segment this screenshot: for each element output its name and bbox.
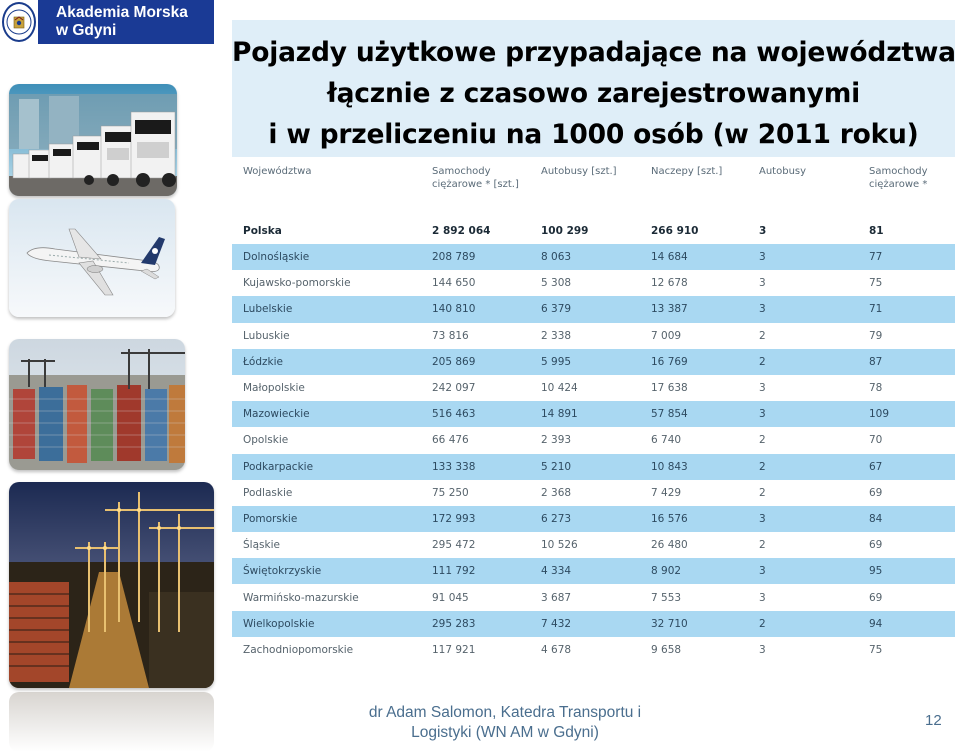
vehicles-table [232,160,955,680]
footer-line-1: dr Adam Salomon, Katedra Transportu i [368,704,642,721]
table-cell: Łódzkie [243,355,283,368]
table-cell: Pomorskie [243,512,298,525]
table-row [232,401,955,427]
table-cell: 7 432 [541,617,572,630]
table-cell: 84 [869,512,883,525]
table-cell: 95 [869,565,883,578]
table-cell: 2 338 [541,329,572,342]
table-cell: 2 [759,329,766,342]
total-row [232,218,955,244]
table-cell: 17 638 [651,382,688,395]
table-row [232,244,955,270]
footer-author [340,703,670,743]
table-cell: 69 [869,591,883,604]
table-row [232,427,955,453]
table-cell: 79 [869,329,883,342]
photo-reflection [9,692,214,752]
table-cell: 100 299 [541,225,589,237]
table-row [232,611,955,637]
table-cell: 66 476 [432,434,469,447]
table-row [232,323,955,349]
container-terminal-photo [9,339,185,470]
table-cell: 266 910 [651,225,699,237]
table-row [232,506,955,532]
logo-line-1: Akademia Morska [56,4,188,21]
table-cell: 69 [869,539,883,552]
table-row [232,375,955,401]
trucks-photo [9,84,177,196]
table-row [232,584,955,610]
table-cell: 10 843 [651,460,688,473]
table-cell: 2 393 [541,434,572,447]
table-cell: Mazowieckie [243,408,310,421]
table-cell: 81 [869,225,884,237]
table-cell: 14 684 [651,251,688,264]
table-cell: 295 283 [432,617,476,630]
table-cell: 5 210 [541,460,572,473]
table-cell: 6 273 [541,512,572,525]
table-cell: 87 [869,355,883,368]
table-cell: 26 480 [651,539,688,552]
table-cell: 10 526 [541,539,578,552]
footer-line-2: Logistyki (WN AM w Gdyni) [411,724,599,741]
table-cell: 12 678 [651,277,688,290]
table-cell: 16 769 [651,355,688,368]
table-cell: 295 472 [432,539,476,552]
table-cell: 77 [869,251,883,264]
table-cell: 3 [759,591,766,604]
table-cell: 140 810 [432,303,476,316]
university-seal-icon [2,2,36,42]
table-cell: Lubelskie [243,303,293,316]
table-cell: 75 [869,277,883,290]
table-cell: 2 368 [541,486,572,499]
port-night-photo [9,482,214,688]
table-cell: 94 [869,617,883,630]
table-cell: 3 [759,643,766,656]
table-cell: Małopolskie [243,382,305,395]
university-logo [0,0,214,44]
table-cell: 67 [869,460,883,473]
table-cell: 7 553 [651,591,682,604]
table-cell: 172 993 [432,512,476,525]
table-cell: 8 902 [651,565,682,578]
table-cell: 3 [759,382,766,395]
table-cell: Podlaskie [243,486,293,499]
table-cell: 3 [759,225,767,237]
table-cell: 3 [759,512,766,525]
table-cell: 2 [759,460,766,473]
table-cell: 3 [759,565,766,578]
table-row [232,637,955,663]
table-row [232,480,955,506]
title-line-2: łącznie z czasowo zarejestrowanymi [326,78,861,109]
table-cell: 57 854 [651,408,688,421]
logo-text [38,0,214,44]
table-cell: 3 [759,277,766,290]
table-cell: 5 308 [541,277,572,290]
table-cell: 208 789 [432,251,476,264]
table-cell: 70 [869,434,883,447]
table-cell: 6 379 [541,303,572,316]
header-wojewodztwa: Województwa [243,166,312,177]
table-cell: 2 [759,434,766,447]
table-row [232,349,955,375]
table-cell: 5 995 [541,355,572,368]
table-cell: 13 387 [651,303,688,316]
table-cell: 3 687 [541,591,572,604]
table-cell: 75 [869,643,883,656]
table-cell: 91 045 [432,591,469,604]
table-cell: 9 658 [651,643,682,656]
table-cell: 71 [869,303,883,316]
table-cell: 3 [759,303,766,316]
table-cell: 242 097 [432,382,476,395]
table-cell: 10 424 [541,382,578,395]
table-cell: Podkarpackie [243,460,314,473]
slide-title [232,20,955,157]
table-cell: 3 [759,408,766,421]
table-cell: 4 678 [541,643,572,656]
page-number: 12 [925,712,942,729]
table-cell: Zachodniopomorskie [243,643,354,656]
table-cell: 16 576 [651,512,688,525]
table-cell: 111 792 [432,565,476,578]
table-cell: 7 429 [651,486,682,499]
table-header-row [232,160,955,218]
table-cell: 117 921 [432,643,476,656]
table-cell: 69 [869,486,883,499]
table-cell: 32 710 [651,617,688,630]
table-cell: 6 740 [651,434,682,447]
header-autobusy-szt: Autobusy [szt.] [541,166,617,177]
table-cell: Śląskie [243,539,280,552]
table-cell: Opolskie [243,434,289,447]
table-cell: 8 063 [541,251,572,264]
table-cell: 2 892 064 [432,225,491,237]
table-row [232,454,955,480]
table-cell: Wielkopolskie [243,617,315,630]
table-cell: 73 816 [432,329,469,342]
header-autobusy-per-1000: Autobusy [759,166,807,177]
table-cell: 205 869 [432,355,476,368]
table-row [232,296,955,322]
table-row [232,270,955,296]
table-cell: Dolnośląskie [243,251,310,264]
table-cell: 78 [869,382,883,395]
table-cell: 2 [759,486,766,499]
table-cell: 144 650 [432,277,476,290]
table-cell: 14 891 [541,408,578,421]
header-naczepy-szt: Naczepy [szt.] [651,166,723,177]
table-cell: 7 009 [651,329,682,342]
table-cell: Świętokrzyskie [243,565,322,578]
title-line-1: Pojazdy użytkowe przypadające na województwa [232,37,956,68]
table-cell: 2 [759,617,766,630]
header-samochody-szt: Samochody ciężarowe * [szt.] [432,166,519,190]
table-cell: 2 [759,355,766,368]
table-cell: Polska [243,225,282,237]
table-cell: Kujawsko-pomorskie [243,277,351,290]
table-cell: Lubuskie [243,329,290,342]
table-cell: 4 334 [541,565,572,578]
table-row [232,558,955,584]
table-row [232,532,955,558]
table-cell: 516 463 [432,408,476,421]
title-line-3: i w przeliczeniu na 1000 osób (w 2011 roku) [268,119,919,150]
header-samochody-per-1000: Samochody ciężarowe * [869,166,928,190]
table-cell: 109 [869,408,890,421]
table-cell: 3 [759,251,766,264]
table-cell: 2 [759,539,766,552]
airplane-photo [9,199,175,317]
logo-line-2: w Gdyni [56,22,117,39]
table-cell: Warmińsko-mazurskie [243,591,359,604]
table-cell: 75 250 [432,486,469,499]
table-cell: 133 338 [432,460,476,473]
